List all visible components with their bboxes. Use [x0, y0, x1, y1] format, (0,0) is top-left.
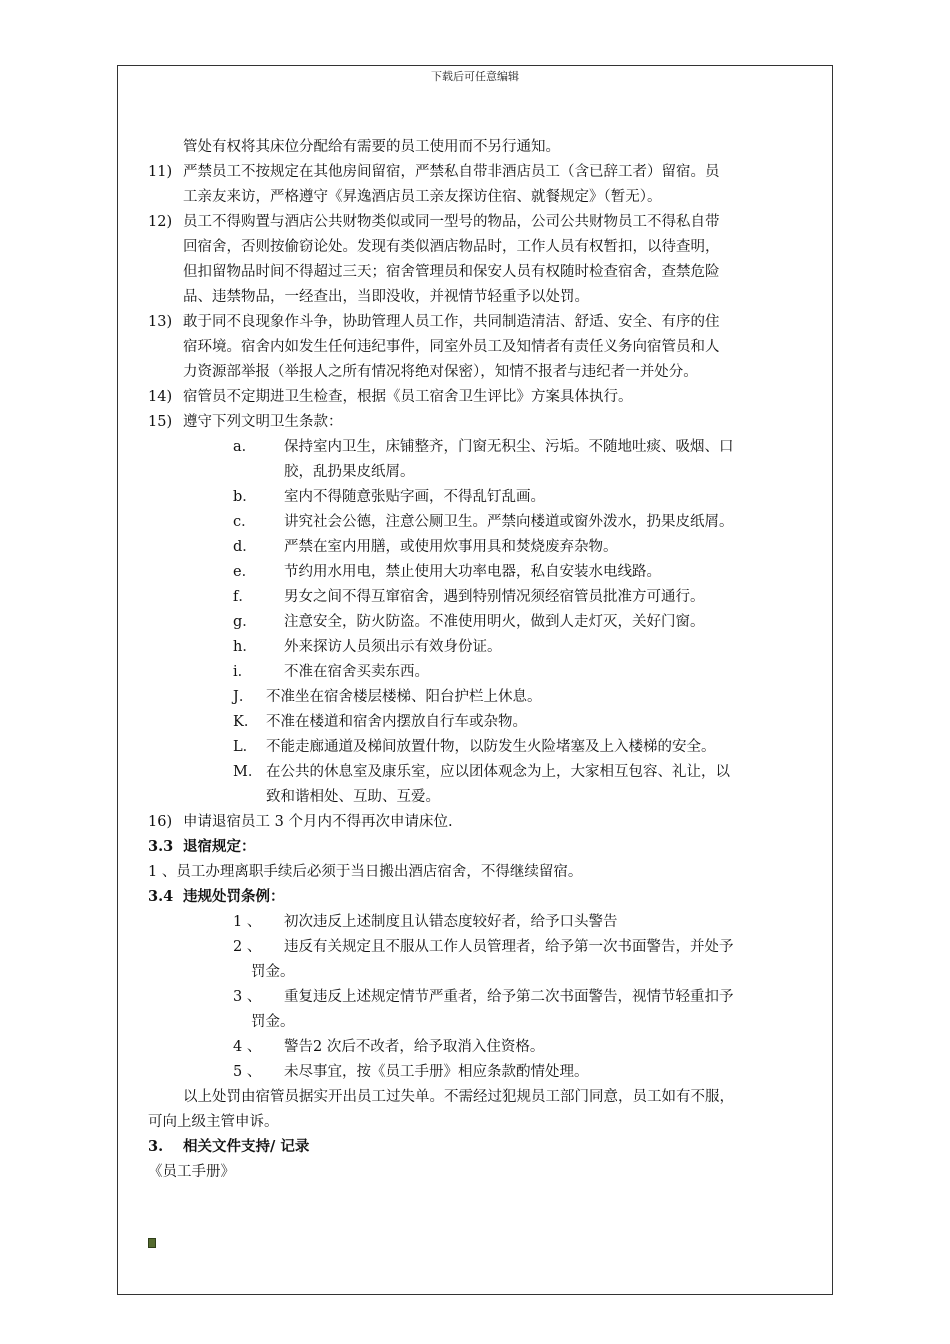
text-line: 警告2 次后不改者，给予取消入住资格。	[284, 1039, 545, 1055]
text-line: 重复违反上述规定情节严重者，给予第二次书面警告，视情节轻重扣予	[284, 989, 734, 1005]
item-number: g．	[233, 614, 257, 630]
text-line: 违反有关规定且不服从工作人员管理者，给予第一次书面警告，并处予	[284, 939, 734, 955]
item-number: f．	[233, 589, 253, 605]
item-number: 4 、	[233, 1039, 262, 1055]
text-line: 宿环境。宿舍内如发生任何违纪事件，同室外员工及知情者有责任义务向宿管员和人	[183, 339, 720, 355]
text-line: 申请退宿员工 3 个月内不得再次申请床位.	[183, 814, 453, 830]
text-line: 管处有权将其床位分配给有需要的员工使用而不另行通知。	[183, 139, 560, 155]
text-line: 外来探访人员须出示有效身份证。	[284, 639, 502, 655]
text-line: 室内不得随意张贴字画，不得乱钉乱画。	[284, 489, 545, 505]
item-number: 14)	[148, 389, 173, 405]
item-number: e．	[233, 564, 257, 580]
text-line: 严禁员工不按规定在其他房间留宿，严禁私自带非酒店员工（含已辞工者）留宿。员	[183, 164, 720, 180]
text-line: 但扣留物品时间不得超过三天；宿舍管理员和保安人员有权随时检查宿舍，查禁危险	[183, 264, 720, 280]
text-line: 讲究社会公德，注意公厕卫生。严禁向楼道或窗外泼水，扔果皮纸屑。	[284, 514, 734, 530]
text-line: 力资源部举报（举报人之所有情况将绝对保密），知情不报者与违纪者一并处分。	[183, 364, 698, 380]
text-line: 宿管员不定期进卫生检查，根据《员工宿舍卫生评比》方案具体执行。	[183, 389, 633, 405]
text-line: 保持室内卫生，床铺整齐，门窗无积尘、污垢。不随地吐痰、吸烟、口	[284, 439, 734, 455]
text-line: 可向上级主管申诉。	[148, 1114, 279, 1130]
text-line: 遵守下列文明卫生条款：	[183, 414, 343, 430]
item-number: 16)	[148, 814, 173, 830]
section-heading: 退宿规定：	[183, 838, 256, 855]
item-number: K．	[233, 714, 259, 730]
item-number: J．	[233, 689, 254, 705]
item-number: 5 、	[233, 1064, 262, 1080]
text-line: 《员工手册》	[148, 1164, 235, 1180]
item-number: a．	[233, 439, 257, 455]
item-number: h．	[233, 639, 257, 655]
item-number: i．	[233, 664, 253, 680]
small-image-marker-icon	[148, 1238, 156, 1248]
text-line: 未尽事宜，按《员工手册》相应条款酌情处理。	[284, 1064, 589, 1080]
text-line: 严禁在室内用膳，或使用炊事用具和焚烧废弃杂物。	[284, 539, 618, 555]
item-number: 13)	[148, 314, 173, 330]
text-line: 不准在宿舍买卖东西。	[284, 664, 429, 680]
text-line: 不准在楼道和宿舍内摆放自行车或杂物。	[266, 714, 527, 730]
text-line: 注意安全，防火防盗。不准使用明火，做到人走灯灭，关好门窗。	[284, 614, 705, 630]
item-number: 1 、	[233, 914, 262, 930]
item-number: b．	[233, 489, 257, 505]
text-line: 品、违禁物品，一经查出，当即没收，并视情节轻重予以处罚。	[183, 289, 589, 305]
item-number: 12)	[148, 214, 173, 230]
text-line: 男女之间不得互窜宿舍，遇到特别情况须经宿管员批准方可通行。	[284, 589, 705, 605]
text-line: 胶，乱扔果皮纸屑。	[284, 464, 415, 480]
text-line: 以上处罚由宿管员据实开出员工过失单。不需经过犯规员工部门同意，员工如有不服，	[183, 1089, 734, 1105]
section-heading: 违规处罚条例：	[183, 888, 285, 905]
item-number: 3.3	[148, 838, 174, 855]
text-line: 1 、员工办理离职手续后必须于当日搬出酒店宿舍，不得继续留宿。	[148, 864, 583, 880]
text-line: 罚金。	[251, 964, 295, 980]
item-number: M．	[233, 764, 263, 780]
text-line: 不能走廊通道及梯间放置什物，以防发生火险堵塞及上入楼梯的安全。	[266, 739, 716, 755]
item-number: L．	[233, 739, 258, 755]
text-line: 工亲友来访，严格遵守《昇逸酒店员工亲友探访住宿、就餐规定》（暂无）。	[183, 189, 662, 205]
item-number: 3.4	[148, 888, 174, 905]
item-number: c．	[233, 514, 256, 530]
item-number: 15)	[148, 414, 173, 430]
text-line: 在公共的休息室及康乐室，应以团体观念为上，大家相互包容、礼让，以	[266, 764, 730, 780]
header-note: 下载后可任意编辑	[431, 70, 519, 83]
item-number: 11)	[148, 164, 173, 180]
text-line: 敢于同不良现象作斗争，协助管理人员工作，共同制造清洁、舒适、安全、有序的住	[183, 314, 720, 330]
text-line: 节约用水用电，禁止使用大功率电器，私自安装水电线路。	[284, 564, 661, 580]
item-number: 3.	[148, 1138, 164, 1155]
text-line: 初次违反上述制度且认错态度较好者，给予口头警告	[284, 914, 618, 930]
text-line: 员工不得购置与酒店公共财物类似或同一型号的物品，公司公共财物员工不得私自带	[183, 214, 720, 230]
item-number: 2 、	[233, 939, 262, 955]
item-number: d．	[233, 539, 257, 555]
text-line: 罚金。	[251, 1014, 295, 1030]
item-number: 3 、	[233, 989, 262, 1005]
text-line: 致和谐相处、互助、互爱。	[266, 789, 440, 805]
text-line: 回宿舍，否则按偷窃论处。发现有类似酒店物品时，工作人员有权暂扣，以待查明，	[183, 239, 720, 255]
text-line: 不准坐在宿舍楼层楼梯、阳台护栏上休息。	[266, 689, 542, 705]
section-heading: 相关文件支持/ 记录	[183, 1138, 310, 1155]
